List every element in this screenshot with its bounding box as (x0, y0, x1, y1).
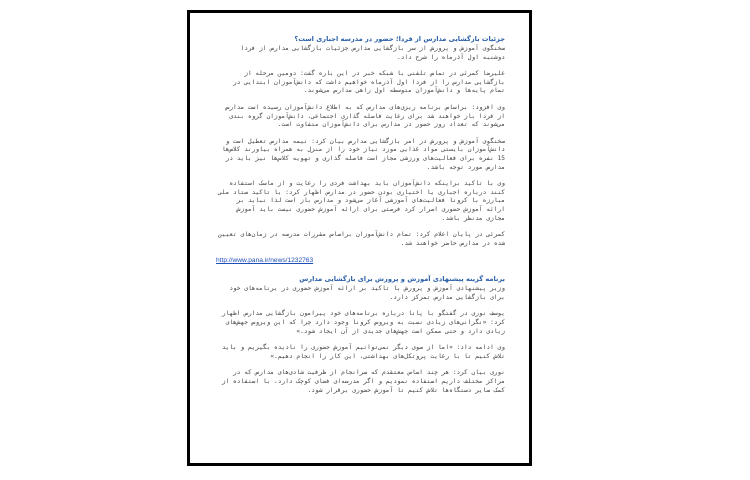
paragraph: یوسف نوری در گفتگو با پانا درباره برنامه‌های خود پیرامون بازگشایی مدارس اظهار کرد: «نگرانی‌های زیادی نسبت به ویروس کرونا وجود دارد چرا که این ویروس جهش‌های زیادی دارد و حتی ممکن است جهش‌های جدیدی از آن ایجاد شود.» (221, 310, 505, 335)
source-link[interactable]: http://www.pana.ir/news/1232763 (216, 257, 314, 265)
document-page (187, 10, 532, 466)
paragraph: سخنگوی آموزش و پرورش از سر بازگشایی مدارس جزئیات بازگشایی مدارس از فردا دوشنبه اول آذرماه را شرح داد. (240, 45, 505, 61)
section-2-title: برنامه گزینه پیشنهادی آموزش و پرورش برای بازگشایی مدارس (299, 275, 505, 284)
paragraph: نوری بیان کرد: هر چند اساس معتقدم که سرانجام از ظرفیت شادی‌های مدارس که در مراکز مختلف داریم استفاده نمودیم و اگر مدرسه‌ای فضای کوچک دارد، با استفاده از کمک سایر دستگاه‌ها تلاش کنیم تا آموزش حضوری برقرار شود. (221, 369, 505, 394)
paragraph: وی افزود: براساس برنامه ریزی‌های مدارس که به اطلاع دانش‌آموزان رسیده است مدارس از فردا باز خواهند شد برای رعایت فاصله گذاری اجتماعی، دانش‌آموزان گروه بندی می‌شوند که تعداد روز حضور در مدارس برای دانش‌آموزان متفاوت است. (225, 103, 505, 129)
paragraph: وی ادامه داد: «اما از سوی دیگر نمی‌توانیم آموزش حضوری را نادیده بگیریم و باید تلاش کنیم تا با رعایت پروتکل‌های بهداشتی، این کار را انجام دهیم.» (221, 344, 505, 360)
section-1 (218, 35, 505, 248)
section-2 (218, 275, 505, 395)
paragraph: وی با تاکید براینکه دانش‌آموزان باید بهداشت فردی را رعایت و از ماسک استفاده کنند درباره اجباری یا اختیاری بودن حضور در مدارس اظهار کرد: با تاکید ستاد ملی مبارزه با کرونا فعالیت‌های آموزشی آغاز می‌شود و مدارس باز است لذا نباید بر ارائه آموزش حضوری اصرار کرد فرصتی برای ارائه آموزش حضوری نیست باید آموزش مجازی مدنظر باشد. (218, 180, 505, 222)
paragraph: علیرضا کمرئی در تماس تلفنی با شبکه خبر در این باره گفت: دومین مرحله از بازگشایی مدارس را از فردا اول آذرماه خواهیم داشت که دانش‌آموزان ابتدایی در تمام پایه‌ها و دانش‌آموزان متوسطه اول راهی مدارس می‌شوند. (233, 70, 505, 95)
paragraph: سخنگوی آموزش و پرورش در امر بازگشایی مدارس بیان کرد: نیمه مدارس تعطیل است و دانش‌آموزان بایستی مواد غذایی مورد نیاز خود را از منزل به همراه بیاورند کلاس‌ها 15 نفره برای فعالیت‌های ورزشی مجاز است فاصله گذاری و تهویه کلاس‌ها نیز باید در مدارس مورد توجه باشد. (221, 137, 505, 171)
paragraph: وزیر پیشنهادی آموزش و پرورش با تاکید بر ارائه آموزش حضوری در برنامه‌های خود برای بازگشایی مدارس تمرکز دارد. (229, 285, 505, 301)
section-1-title: جزئیات بازگشایی مدارس از فردا؛ حضور در مدرسه اجباری است؟ (294, 35, 505, 43)
paragraph: کمرئی در پایان اعلام کرد: تمام دانش‌آموزان براساس مقررات مدرسه در زمان‌های تعیین شده در مدارس حاضر خواهند شد. (218, 231, 505, 247)
